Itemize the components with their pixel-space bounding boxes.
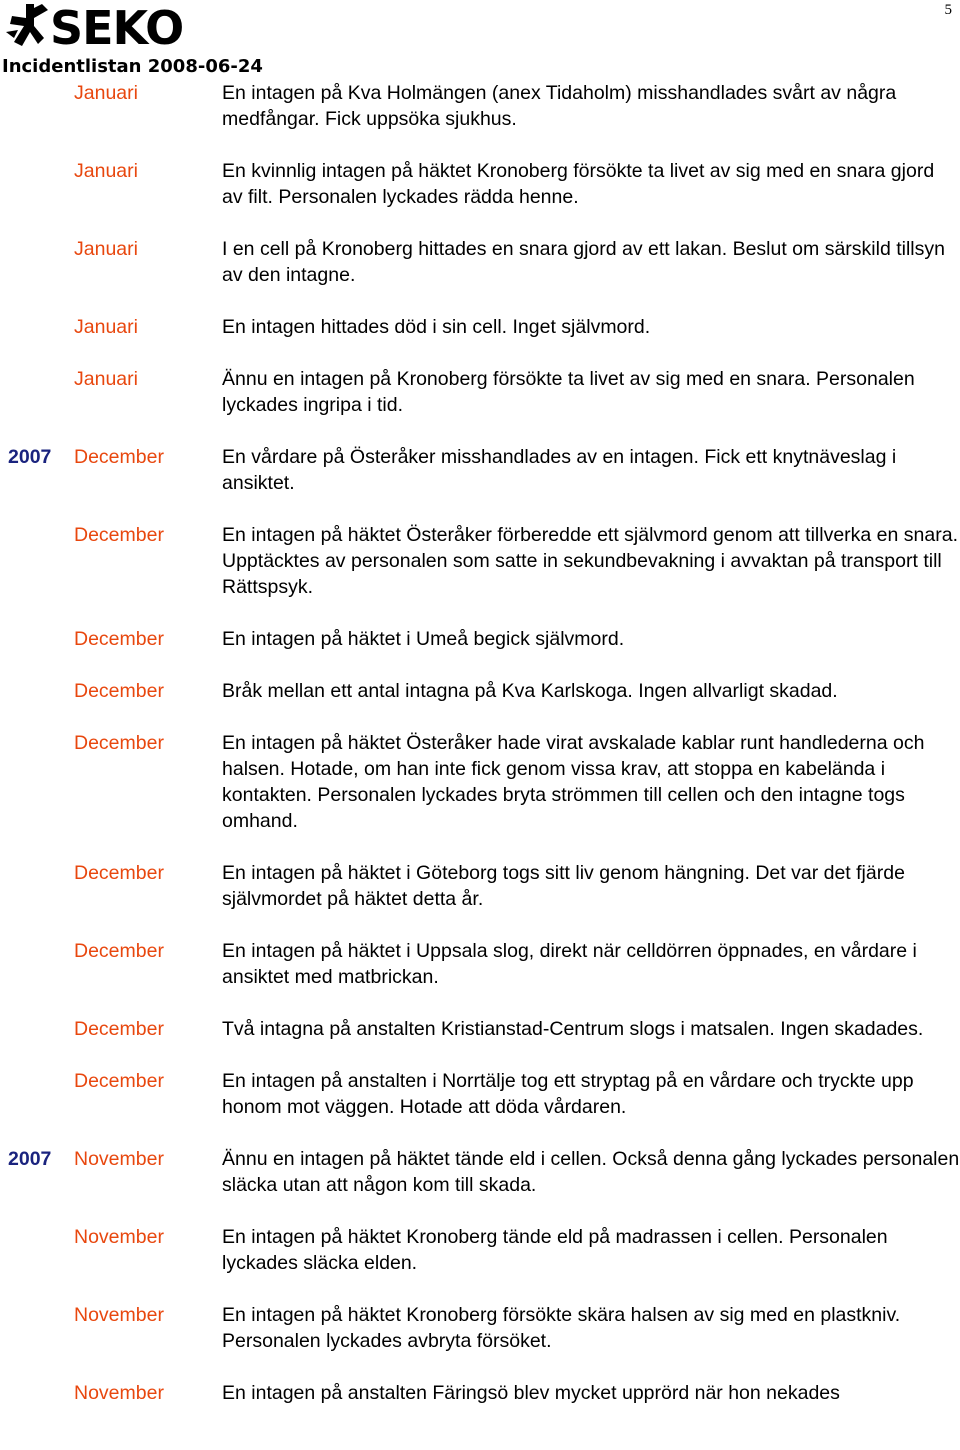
entry-month: November [74,1382,164,1404]
incident-entry [0,938,960,990]
entry-text: En intagen på häktet Kronoberg tände eld på madrassen i cellen. Personalen lyckades släcka elden. [222,1226,888,1274]
incident-entry [0,314,960,340]
entry-month: Januari [74,316,138,338]
incident-entry [0,626,960,652]
entry-text: En vårdare på Österåker misshandlades av en intagen. Fick ett knytnäveslag i ansiktet. [222,446,897,494]
incident-entry [0,1380,960,1406]
entry-month: December [74,1018,164,1040]
incident-entry [0,678,960,704]
entry-text: En intagen på häktet Kronoberg försökte skära halsen av sig med en plastkniv. Personalen lyckades avbryta försöket. [222,1304,901,1352]
entry-year: 2007 [8,446,52,468]
entry-month: December [74,732,164,754]
entry-text: En kvinnlig intagen på häktet Kronoberg försökte ta livet av sig med en snara gjord av filt. Personalen lyckades rädda henne. [222,160,935,208]
entry-month: December [74,628,164,650]
incident-entry [0,860,960,912]
entry-text: En intagen på anstalten Färingsö blev mycket upprörd när hon nekades [222,1382,840,1404]
incident-entry [0,1224,960,1276]
entry-text: En intagen på häktet i Göteborg togs sitt liv genom hängning. Det var det fjärde självmordet på häktet detta år. [222,862,905,910]
incident-entry [0,366,960,418]
entry-month: November [74,1226,164,1248]
entry-month: December [74,940,164,962]
page-number: 5 [944,2,952,18]
incident-entry [0,1146,960,1198]
entry-text: I en cell på Kronoberg hittades en snara gjord av ett lakan. Beslut om särskild tillsyn av den intagne. [222,238,945,286]
entry-month: Januari [74,160,138,182]
entry-month: November [74,1304,164,1326]
entry-text: Bråk mellan ett antal intagna på Kva Karlskoga. Ingen allvarligt skadad. [222,680,838,702]
document-subtitle: Incidentlistan 2008-06-24 [2,56,263,77]
entry-text: Ännu en intagen på Kronoberg försökte ta livet av sig med en snara. Personalen lyckades ingripa i tid. [222,368,915,416]
entry-text: En intagen på anstalten i Norrtälje tog ett stryptag på en vårdare och tryckte upp honom mot väggen. Hotade att döda vårdaren. [222,1070,914,1118]
entry-month: December [74,524,164,546]
page-header [0,0,960,80]
incident-list [0,80,960,1432]
entry-text: Två intagna på anstalten Kristianstad-Centrum slogs i matsalen. Ingen skadades. [222,1018,924,1040]
incident-entry [0,1068,960,1120]
entry-month: Januari [74,238,138,260]
entry-text: En intagen på häktet i Umeå begick självmord. [222,628,625,650]
entry-month: December [74,862,164,884]
entry-month: December [74,1070,164,1092]
entry-text: Ännu en intagen på häktet tände eld i cellen. Också denna gång lyckades personalen släcka utan att någon kom till skada. [222,1148,960,1196]
incident-entry [0,1302,960,1354]
incident-entry [0,236,960,288]
incident-entry [0,1016,960,1042]
entry-month: Januari [74,368,138,390]
entry-month: December [74,446,164,468]
entry-text: En intagen på Kva Holmängen (anex Tidaholm) misshandlades svårt av några medfångar. Fick uppsöka sjukhus. [222,82,897,130]
incident-entry [0,730,960,834]
logo-text: SEKO [50,1,184,55]
entry-text: En intagen på häktet Österåker förberedde ett självmord genom att tillverka en snara. Upptäcktes av personalen som satte in sekundbevakning i avvaktan på transport till Rättspsyk. [222,524,958,598]
incident-entry [0,444,960,496]
incident-entry [0,522,960,600]
entry-text: En intagen på häktet i Uppsala slog, direkt när celldörren öppnades, en vårdare i ansiktet med matbrickan. [222,940,917,988]
entry-year: 2007 [8,1148,52,1170]
entry-month: Januari [74,82,138,104]
seko-logo-icon [4,2,50,52]
incident-entry [0,80,960,132]
entry-text: En intagen på häktet Österåker hade virat avskalade kablar runt handlederna och halsen. Hotade, om han inte fick genom vissa krav, att stoppa en kabelända i kontakten. Personalen lyckades bryta strömmen till cellen och den intagne togs omhand. [222,732,925,832]
entry-text: En intagen hittades död i sin cell. Inget självmord. [222,316,651,338]
entry-month: November [74,1148,164,1170]
incident-entry [0,158,960,210]
entry-month: December [74,680,164,702]
